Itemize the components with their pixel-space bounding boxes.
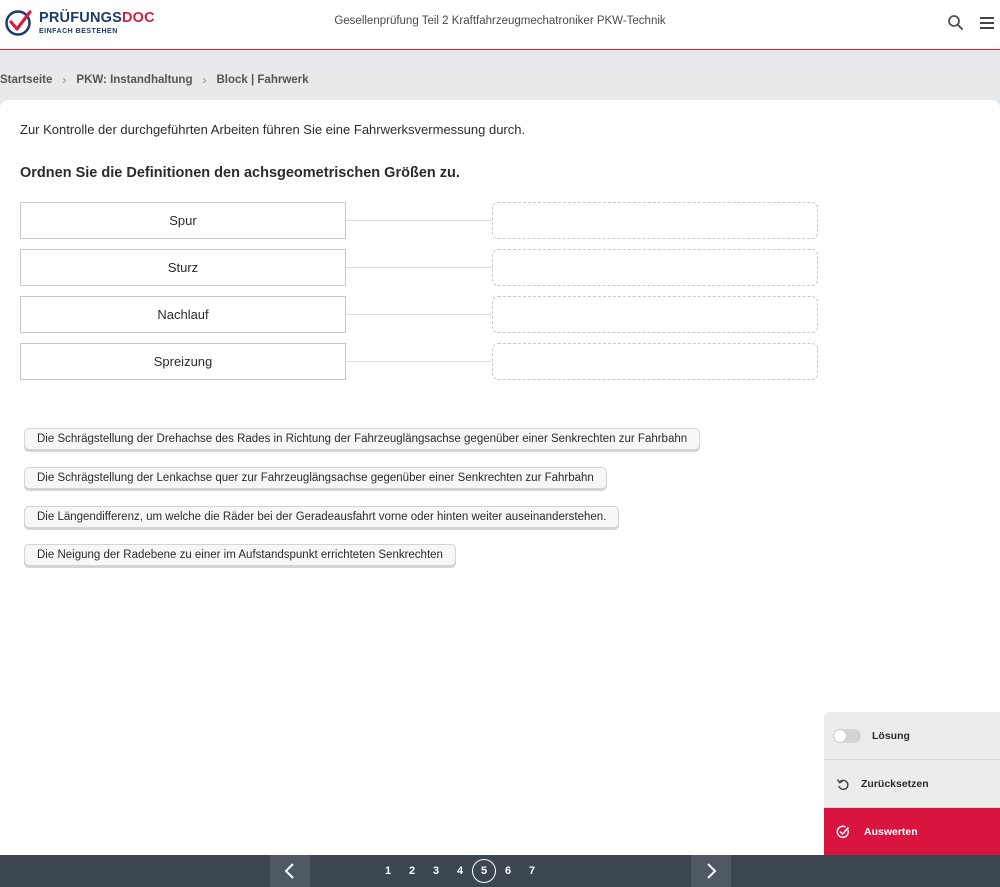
logo-brand-part1: PRÜFUNGS (39, 10, 122, 27)
connector-line (346, 361, 492, 362)
check-circle-icon (836, 825, 850, 839)
page-1-link[interactable]: 1 (384, 865, 392, 877)
task-question: Ordnen Sie die Definitionen den achsgeometrischen Größen zu. (20, 165, 460, 181)
search-button[interactable] (946, 13, 966, 33)
breadcrumb-pkw-instandhaltung[interactable]: PKW: Instandhaltung (76, 74, 193, 86)
definition-chip-4[interactable]: Die Neigung der Radebene zu einer im Aufstandspunkt errichteten Senkrechten (24, 544, 456, 566)
page-title: Gesellenprüfung Teil 2 Kraftfahrzeugmechatroniker PKW-Technik (334, 15, 666, 27)
search-icon (946, 13, 966, 33)
term-nachlauf: Nachlauf (20, 296, 346, 333)
bottom-navigation-bar (0, 855, 1000, 887)
previous-page-button[interactable] (270, 855, 310, 887)
logo-tagline: EINFACH BESTEHEN (39, 27, 118, 35)
page-6-link[interactable]: 6 (504, 865, 512, 877)
breadcrumb (0, 73, 309, 87)
page-7-link[interactable]: 7 (528, 865, 536, 877)
task-intro: Zur Kontrolle der durchgeführten Arbeiten führen Sie eine Fahrwerksvermessung durch. (20, 122, 526, 137)
pagination (376, 855, 544, 887)
definition-chip-1[interactable]: Die Schrägstellung der Drehachse des Rades in Richtung der Fahrzeuglängsachse gegenüber einer Senkrechten zur Fahrbahn (24, 428, 700, 450)
solution-toggle[interactable] (833, 729, 861, 743)
term-spreizung: Spreizung (20, 343, 346, 380)
definition-chip-2[interactable]: Die Schrägstellung der Lenkachse quer zur Fahrzeuglängsachse gegenüber einer Senkrechten zur Fahrbahn (24, 467, 607, 489)
drop-zone-spur[interactable] (492, 202, 818, 239)
top-bar (0, 0, 1000, 50)
toggle-knob (834, 730, 846, 742)
term-spur: Spur (20, 202, 346, 239)
breadcrumb-separator-icon: › (202, 73, 207, 87)
drop-zone-sturz[interactable] (492, 249, 818, 286)
connector-line (346, 314, 492, 315)
menu-button[interactable] (978, 14, 996, 32)
breadcrumb-separator-icon: › (62, 73, 67, 87)
page-2-link[interactable]: 2 (408, 865, 416, 877)
connector-line (346, 220, 492, 221)
drop-zone-nachlauf[interactable] (492, 296, 818, 333)
hamburger-menu-icon (978, 14, 996, 32)
solution-toggle-row[interactable] (824, 712, 1000, 760)
connector-line (346, 267, 492, 268)
breadcrumb-startseite[interactable]: Startseite (0, 74, 53, 86)
reset-label: Zurücksetzen (861, 777, 929, 790)
undo-icon (836, 777, 850, 791)
evaluate-label: Auswerten (864, 826, 918, 838)
reset-button[interactable] (824, 760, 1000, 808)
breadcrumb-block-fahrwerk[interactable]: Block | Fahrwerk (216, 74, 309, 86)
page-5-link-current[interactable]: 5 (472, 859, 496, 883)
chevron-right-icon (704, 862, 718, 880)
page-3-link[interactable]: 3 (432, 865, 440, 877)
evaluate-button[interactable] (824, 808, 1000, 856)
definition-chip-3[interactable]: Die Längendifferenz, um welche die Räder bei der Geradeausfahrt vorne oder hinten weiter auseinanderstehen. (24, 506, 619, 528)
drop-zone-spreizung[interactable] (492, 343, 818, 380)
chevron-left-icon (283, 862, 297, 880)
term-sturz: Sturz (20, 249, 346, 286)
solution-label: Lösung (872, 729, 910, 742)
next-page-button[interactable] (691, 855, 731, 887)
logo-brand-part2: DOC (121, 10, 155, 27)
page-4-link[interactable]: 4 (456, 865, 464, 877)
